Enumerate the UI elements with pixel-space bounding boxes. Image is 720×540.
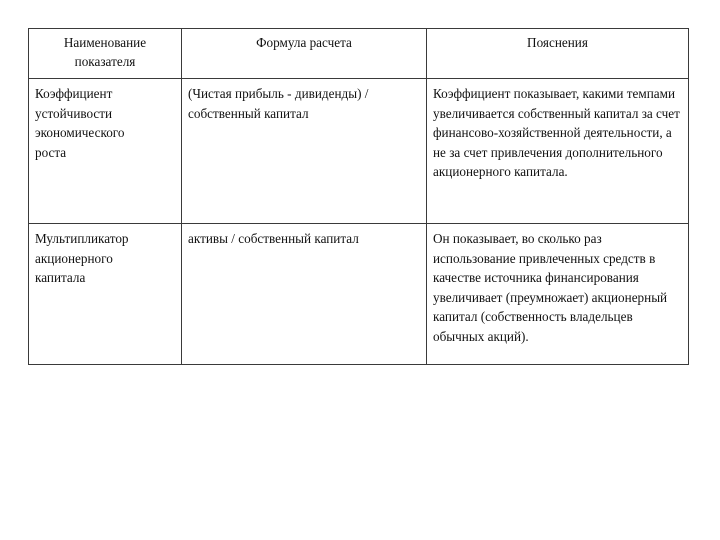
header-cell-name [29,29,182,79]
cell-indicator-name [29,224,182,365]
cell-explanation [427,224,689,365]
header-formula-label: Формула расчета [256,35,352,50]
header-cell-explanation [427,29,689,79]
cell-formula [182,79,427,224]
table-header-row [29,29,689,79]
cell-explanation [427,79,689,224]
table-row [29,79,689,224]
cell-indicator-name [29,79,182,224]
explanation-text: Коэффициент показывает, какими темпами увеличивается собственный капитал за счет финансово-хозяйственной деятельности, а не за счет привлечения дополнительного акционерного капитала. [433,86,680,179]
header-name-label: Наименование показателя [63,35,147,69]
formula-text: (Чистая прибыль - дивиденды) /собственный капитал [188,86,369,121]
header-explanation-label: Пояснения [527,35,588,50]
indicator-name-text: Коэффициент устойчивости экономического роста [35,86,125,160]
table-row [29,224,689,365]
formula-text: активы / собственный капитал [188,231,359,246]
cell-formula [182,224,427,365]
indicator-name-text: Мультипликатор акционерного капитала [35,231,129,285]
indicators-table [28,28,689,365]
explanation-text: Он показывает, во сколько раз использование привлеченных средств в качестве источника финансирования увеличивает (преумножает) акционерный капитал (собственность владельцев обычных акций). [433,231,668,344]
header-cell-formula [182,29,427,79]
